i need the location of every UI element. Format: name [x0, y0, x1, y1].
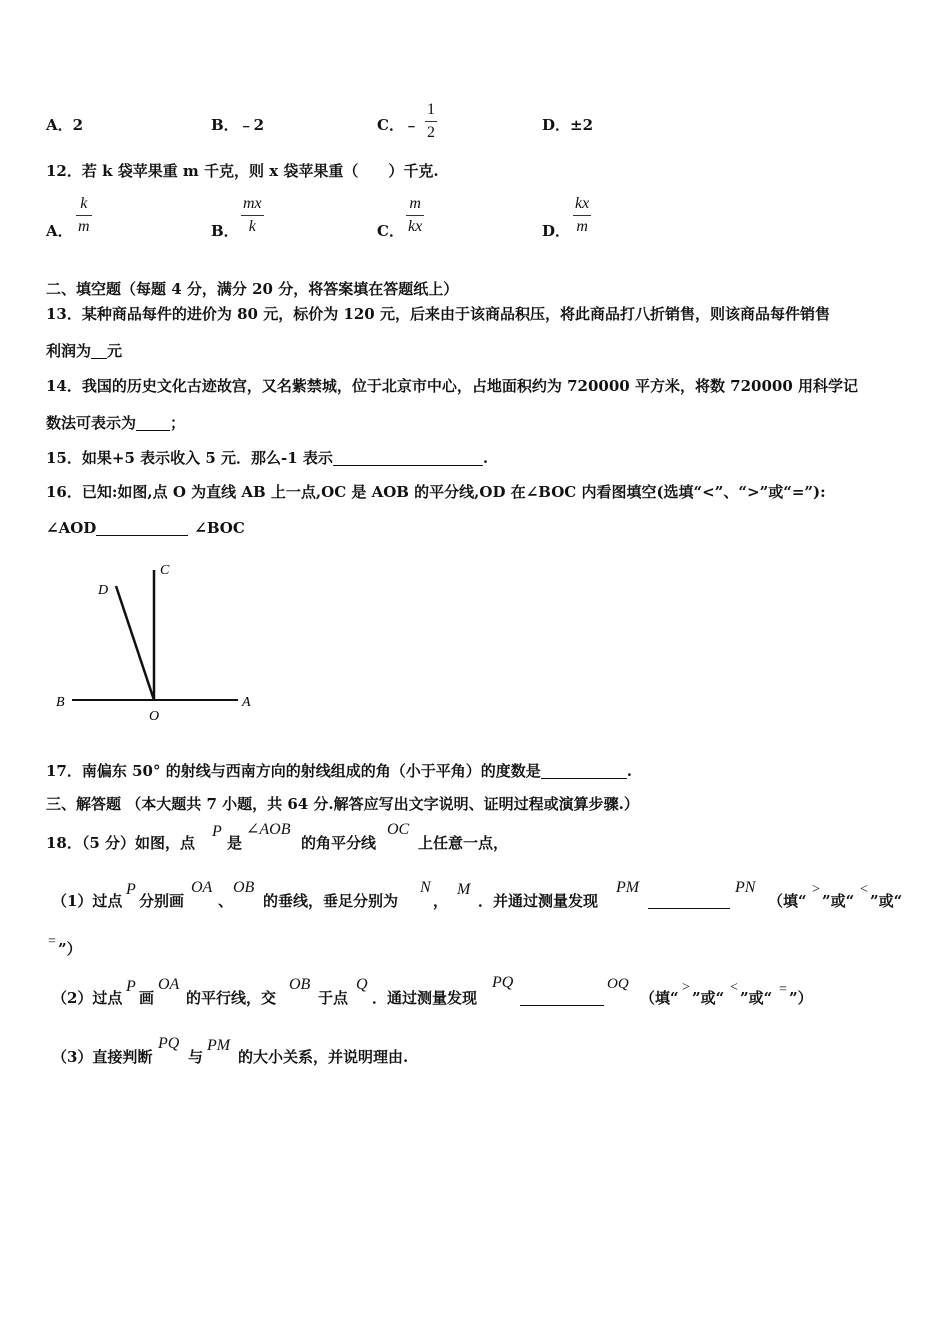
- q13-suffix: 元: [107, 342, 123, 360]
- q18-p1-ob: OB: [233, 879, 255, 896]
- q11-option-c-fraction: [425, 102, 437, 141]
- q18-p1-sep: 、: [218, 892, 234, 910]
- q18-stem-c: 的角平分线: [301, 834, 377, 852]
- q18-p2-q: Q: [356, 976, 368, 993]
- q15-suffix: .: [482, 449, 489, 467]
- q11-option-b: B．﹣2: [211, 116, 265, 134]
- q18-p1-n: N: [420, 879, 431, 896]
- point-label-b: B: [56, 695, 65, 710]
- q18-p1-pn: PN: [735, 879, 756, 896]
- q18-p1-a: （1）过点: [52, 892, 123, 910]
- q18-p2-fill-open: （填“: [640, 989, 679, 1007]
- q18-stem-a: 18．（5 分）如图，点: [46, 834, 196, 852]
- q12-option-d-label: D．: [542, 222, 571, 240]
- q18-angle-aob: ∠AOB: [246, 821, 291, 838]
- q12-option-a-fraction: [76, 196, 92, 235]
- q18-stem-b: 是: [227, 834, 243, 852]
- q18-p1-fill-close: ”）: [58, 940, 82, 958]
- point-label-o: O: [149, 709, 160, 724]
- q12-option-b-fraction: [241, 196, 264, 235]
- q16-right-angle: ∠BOC: [194, 519, 245, 537]
- q18-p1-oa: OA: [191, 879, 213, 896]
- fraction-denominator: m: [78, 218, 90, 235]
- section3-header: 三、解答题 （本大题共 7 小题，共 64 分.解答应写出文字说明、证明过程或演算步骤.）: [46, 795, 639, 813]
- q18-p2-fill-close: ”）: [789, 989, 813, 1007]
- q18-p2-point-p: P: [126, 978, 136, 995]
- q18-p2-d: 于点: [318, 989, 349, 1007]
- q18-p2-or2: ”或“: [740, 989, 773, 1007]
- point-label-a: A: [242, 695, 251, 710]
- q18-p2-ob: OB: [289, 976, 311, 993]
- q16-answer-blank[interactable]: [96, 535, 188, 536]
- q18-p1-or1: ”或“: [822, 892, 855, 910]
- q18-p1-point-p: P: [126, 881, 136, 898]
- q13-line1: 13．某种商品每件的进价为 80 元，标价为 120 元，后来由于该商品积压，将此商品打八折销售，则该商品每件销售: [46, 305, 830, 323]
- q18-line-oc: OC: [387, 821, 410, 838]
- fraction-numerator: kx: [575, 195, 590, 212]
- q17-prefix: 17．南偏东 50° 的射线与西南方向的射线组成的角（小于平角）的度数是: [46, 762, 541, 780]
- q18-p1-lt: <: [860, 882, 868, 897]
- q18-p3-pq: PQ: [158, 1035, 180, 1052]
- q18-p1-d: ．并通过测量发现: [478, 892, 599, 910]
- q18-point-p: P: [212, 823, 222, 840]
- q12-option-a-label: A．: [46, 222, 73, 240]
- q16-line2: [46, 521, 245, 536]
- q18-p2-b: 画: [139, 989, 155, 1007]
- q18-p3-c: 的大小关系，并说明理由.: [238, 1048, 409, 1066]
- q12-option-c-fraction: [406, 196, 424, 235]
- q18-p3-pm: PM: [207, 1037, 231, 1054]
- q18-p2-e: ．通过测量发现: [372, 989, 478, 1007]
- q18-p1-or2: ”或“: [870, 892, 903, 910]
- q18-p1-comma: ，: [433, 892, 449, 910]
- q12-option-d-fraction: [573, 196, 591, 235]
- q11-option-c-label: C．﹣: [377, 116, 419, 134]
- fraction-numerator: k: [80, 195, 88, 212]
- q17-answer-blank[interactable]: [541, 778, 627, 779]
- q18-p2-oa: OA: [158, 976, 180, 993]
- q18-p3-a: （3）直接判断: [52, 1048, 153, 1066]
- q13-prefix: 利润为: [46, 342, 92, 360]
- q13-answer-blank[interactable]: [91, 358, 107, 359]
- q18-p2-pq: PQ: [492, 974, 514, 991]
- q18-p1-eq: =: [48, 934, 56, 949]
- q18-stem-d: 上任意一点，: [418, 834, 509, 852]
- point-label-c: C: [160, 563, 170, 578]
- q13-line2: [46, 344, 122, 359]
- q18-p2-answer-blank[interactable]: [520, 991, 604, 1006]
- q18-p1-m: M: [457, 881, 471, 898]
- q15-prefix: 15．如果+5 表示收入 5 元．那么-1 表示: [46, 449, 333, 467]
- fraction-denominator: k: [248, 218, 256, 235]
- q18-p2-eq: =: [779, 982, 787, 997]
- q18-p1-c: 的垂线，垂足分别为: [263, 892, 399, 910]
- angle-figure: [50, 558, 270, 728]
- q18-p2-lt: <: [730, 980, 738, 995]
- q18-p2-oq: OQ: [607, 976, 629, 992]
- q11-option-a: A．2: [46, 116, 84, 134]
- q11-option-d: D．±2: [542, 116, 594, 134]
- ray-od: [116, 586, 154, 700]
- q12-option-b-label: B．: [211, 222, 239, 240]
- q14-line2: [46, 416, 185, 431]
- q18-p1-answer-blank[interactable]: [648, 894, 730, 909]
- section2-header: 二、填空题（每题 4 分，满分 20 分，将答案填在答题纸上）: [46, 280, 459, 298]
- q17-suffix: .: [626, 762, 632, 780]
- q12-stem: 12．若 k 袋苹果重 m 千克，则 x 袋苹果重（ ）千克.: [46, 162, 439, 180]
- q15-answer-blank[interactable]: [333, 465, 483, 466]
- q16-line1: 16．已知:如图,点 O 为直线 AB 上一点,OC 是 AOB 的平分线,OD 在∠BOC 内看图填空(选填“<”、“>”或“=”):: [46, 483, 826, 501]
- q14-suffix: ；: [170, 414, 186, 432]
- fraction-denominator: kx: [408, 218, 423, 235]
- point-label-d: D: [98, 583, 109, 598]
- fraction-numerator: mx: [243, 195, 262, 212]
- q14-prefix: 数法可表示为: [46, 414, 137, 432]
- fraction-denominator: 2: [427, 124, 435, 141]
- q14-line1: 14．我国的历史文化古迹故宫，又名紫禁城，位于北京市中心，占地面积约为 720000 平方米，将数 720000 用科学记: [46, 377, 859, 395]
- q12-option-c-label: C．: [377, 222, 404, 240]
- fraction-numerator: 1: [427, 101, 435, 118]
- q18-p2-gt: >: [682, 980, 690, 995]
- q18-p1-gt: >: [812, 882, 820, 897]
- fraction-numerator: m: [409, 195, 421, 212]
- q18-p1-pm: PM: [616, 879, 640, 896]
- q17-line: [46, 764, 632, 779]
- q18-p1-b: 分别画: [139, 892, 185, 910]
- q16-left-angle: ∠AOD: [46, 519, 97, 537]
- q14-answer-blank[interactable]: [136, 430, 170, 431]
- q18-p2-a: （2）过点: [52, 989, 123, 1007]
- q18-p1-fill-open: （填“: [768, 892, 807, 910]
- q15-line: [46, 451, 488, 466]
- fraction-denominator: m: [576, 218, 588, 235]
- q18-p2-or1: ”或“: [692, 989, 725, 1007]
- q18-p2-c: 的平行线，交: [186, 989, 277, 1007]
- q18-p3-b: 与: [188, 1048, 204, 1066]
